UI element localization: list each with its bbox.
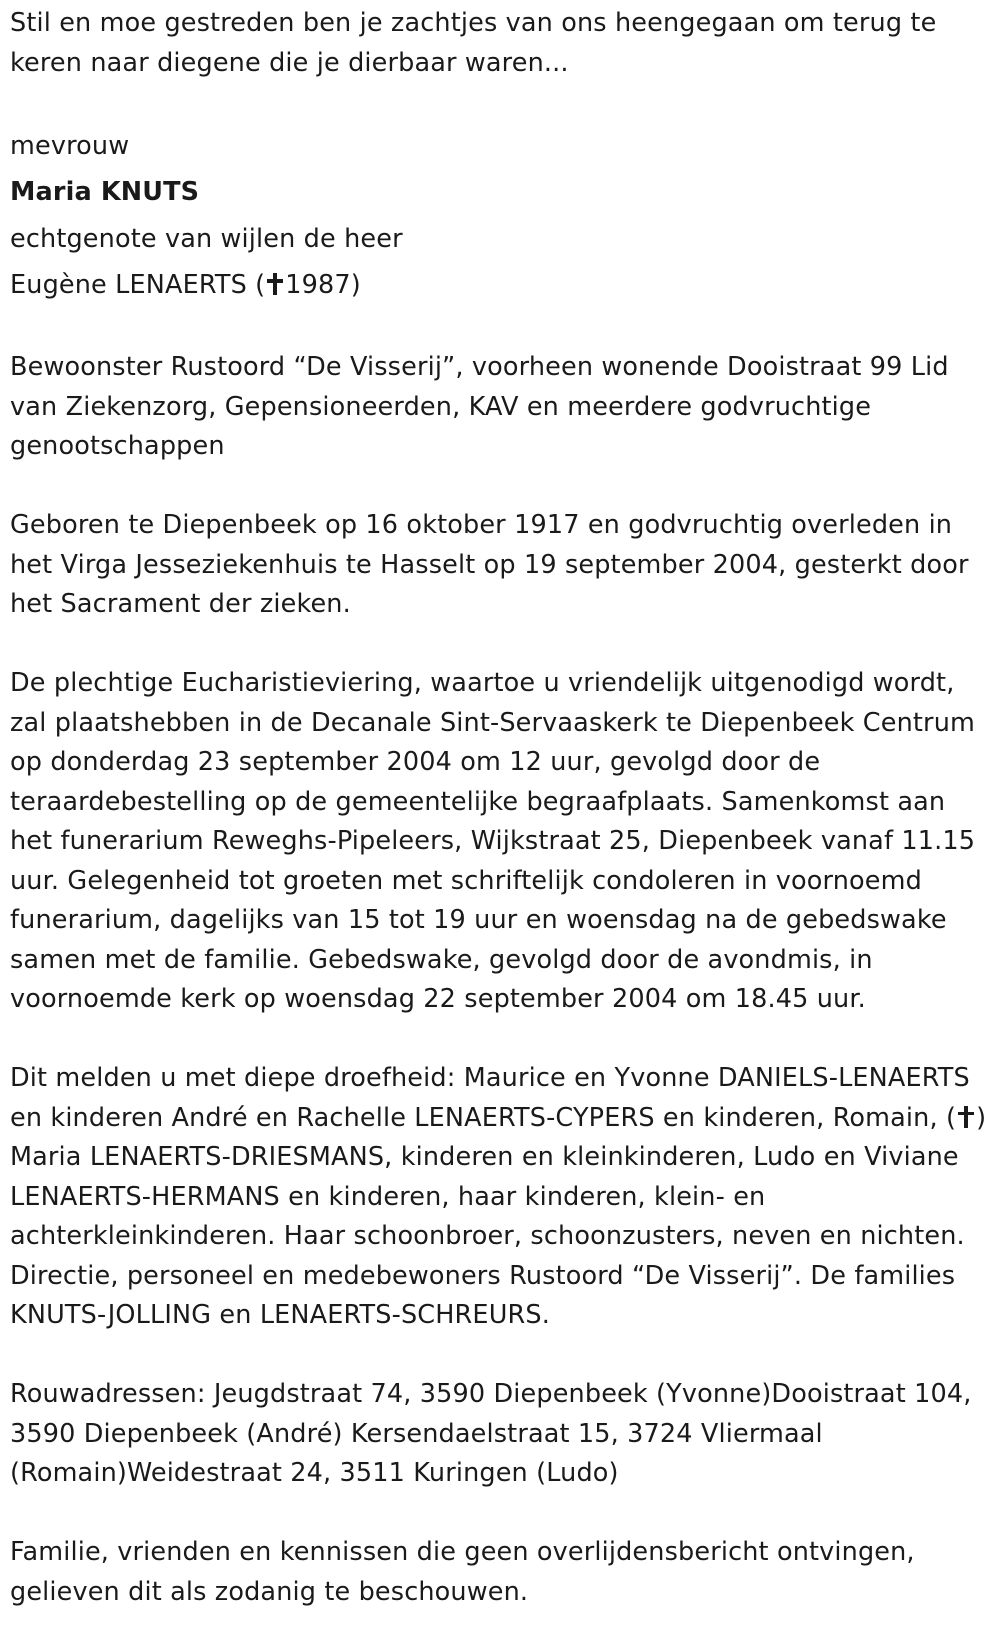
addresses-text: Rouwadressen: Jeugdstraat 74, 3590 Diepenbeek (Yvonne)Dooistraat 104, 3590 Diepenbeek (André) Kersendaelstraat 15, 3724 Vliermaal (Romain)Weidestraat 24, 3511 Kuringen (Ludo) bbox=[10, 1379, 972, 1488]
deceased-block bbox=[10, 123, 990, 309]
spacer bbox=[10, 309, 990, 349]
intro-text: Stil en moe gestreden ben je zachtjes van ons heengegaan om terug te keren naar diegene die je dierbaar waren... bbox=[10, 8, 937, 78]
spacer bbox=[10, 83, 990, 123]
spouse-name-text: Eugène LENAERTS ( bbox=[10, 270, 266, 300]
family-text-part1: Dit melden u met diepe droefheid: Maurice en Yvonne DANIELS-LENAERTS en kinderen André en Rachelle LENAERTS-CYPERS en kinderen, Romain, ( bbox=[10, 1063, 970, 1133]
spacer bbox=[10, 467, 990, 507]
spouse-relation: echtgenote van wijlen de heer bbox=[10, 223, 403, 254]
family-text-part2: ) Maria LENAERTS-DRIESMANS, kinderen en kleinkinderen, Ludo en Viviane LENAERTS-HERMANS en kinderen, haar kinderen, klein- en achterkleinkinderen. Haar schoonbroer, schoonzusters, neven en nichten. Directie, personeel en medebewoners Rustoord “De Visserij”. De families KNUTS-JOLLING en LENAERTS-SCHREURS. bbox=[10, 1102, 987, 1330]
spouse-name bbox=[10, 262, 990, 309]
deceased-name: Maria KNUTS bbox=[10, 177, 200, 207]
spacer bbox=[10, 1336, 990, 1376]
birth-death-text: Geboren te Diepenbeek op 16 oktober 1917 en godvruchtig overleden in het Virga Jesseziekenhuis te Hasselt op 19 september 2004, gesterkt door het Sacrament der zieken. bbox=[10, 510, 969, 619]
spacer bbox=[10, 1020, 990, 1060]
residence-text: Bewoonster Rustoord “De Visserij”, voorheen wonende Dooistraat 99 Lid van Ziekenzorg, Gepensioneerden, KAV en meerdere godvruchtige genootschappen bbox=[10, 352, 949, 461]
family-text bbox=[10, 1059, 990, 1336]
cross-icon bbox=[958, 1106, 974, 1128]
closing-text: Familie, vrienden en kennissen die geen overlijdensbericht ontvingen, gelieven dit als zodanig te beschouwen. bbox=[10, 1537, 915, 1607]
spacer bbox=[10, 1494, 990, 1534]
spacer bbox=[10, 625, 990, 665]
spouse-death-year: 1987) bbox=[285, 270, 361, 300]
cross-icon bbox=[267, 273, 283, 295]
title-prefix: mevrouw bbox=[10, 130, 130, 161]
ceremony-text: De plechtige Eucharistieviering, waartoe u vriendelijk uitgenodigd wordt, zal plaatshebben in de Decanale Sint-Servaaskerk te Diepenbeek Centrum op donderdag 23 september 2004 om 12 uur, gevolgd door de teraardebestelling op de gemeentelijke begraafplaats. Samenkomst aan het funerarium Reweghs-Pipeleers, Wijkstraat 25, Diepenbeek vanaf 11.15 uur. Gelegenheid tot groeten met schriftelijk condoleren in voornoemd funerarium, dagelijks van 15 tot 19 uur en woensdag na de gebedswake samen met de familie. Gebedswake, gevolgd door de avondmis, in voornoemde kerk op woensdag 22 september 2004 om 18.45 uur. bbox=[10, 668, 976, 1014]
